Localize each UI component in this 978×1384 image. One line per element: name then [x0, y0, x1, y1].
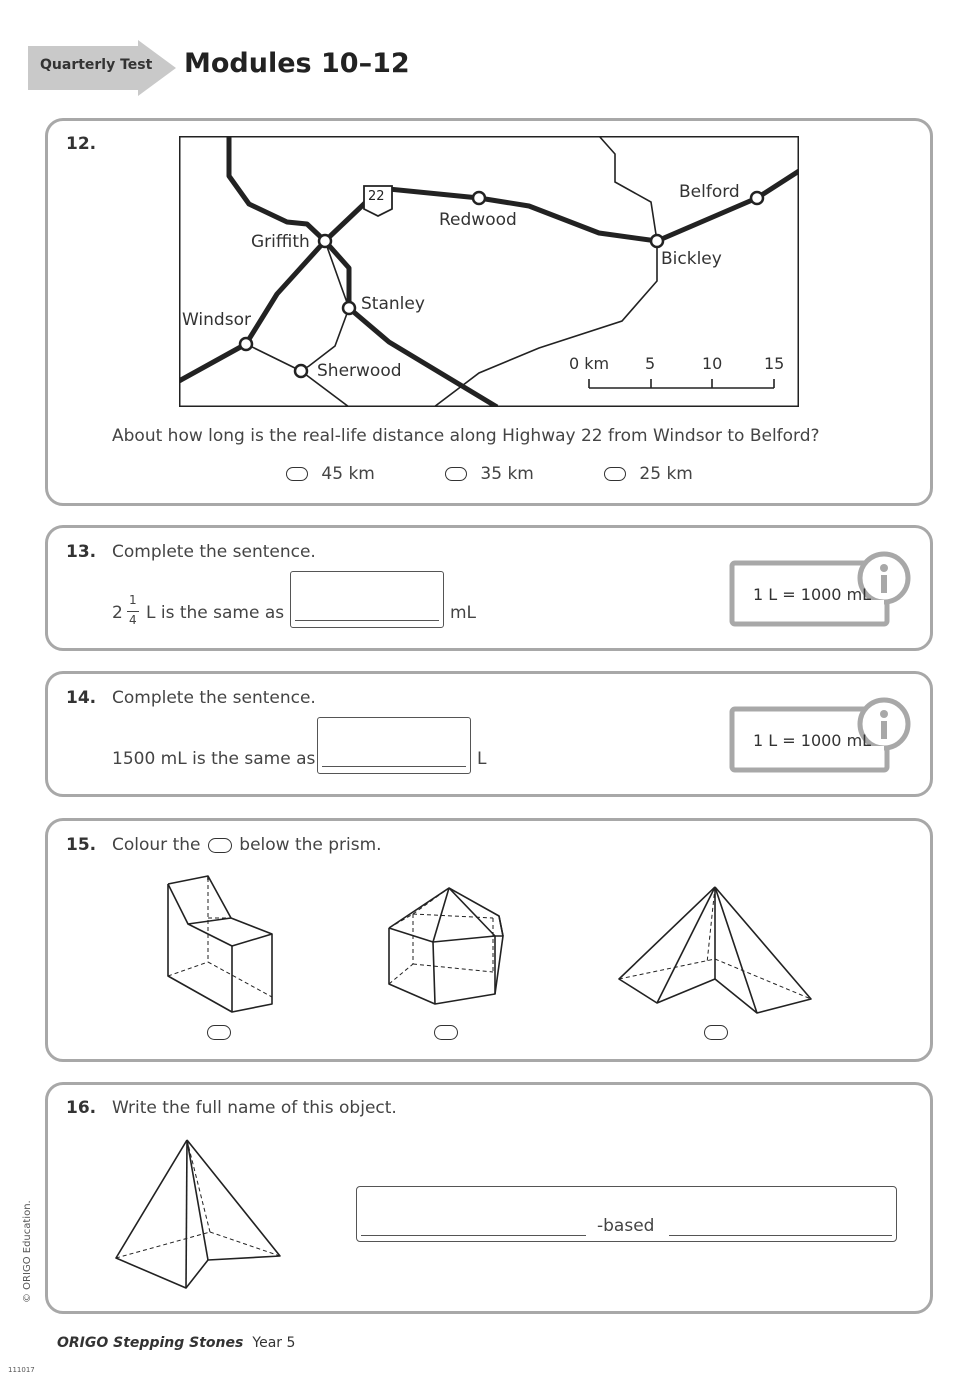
road-map: [179, 136, 799, 407]
answer-box[interactable]: [290, 571, 444, 628]
scale-label: 15: [764, 354, 785, 373]
numerator: 1: [129, 593, 137, 607]
option-label: 25 km: [639, 464, 693, 484]
answer-option-1[interactable]: [286, 464, 375, 484]
quarterly-test-tag: [28, 40, 178, 100]
unit-label: L: [477, 749, 487, 769]
question-number: 12.: [66, 134, 97, 154]
town-label: Griffith: [251, 232, 310, 252]
pyramid-shape: [615, 883, 815, 1015]
brand-name: ORIGO Stepping Stones: [57, 1335, 244, 1351]
town-label: Windsor: [182, 310, 251, 330]
town-label: Stanley: [361, 294, 425, 314]
info-icon: [880, 564, 888, 572]
instruction: Complete the sentence.: [112, 688, 316, 708]
option-label: 45 km: [321, 464, 375, 484]
instruction-end: below the prism.: [239, 835, 382, 855]
prism-shape: [383, 884, 507, 1010]
answer-line-right[interactable]: [669, 1235, 892, 1236]
highway-label: 22: [368, 189, 385, 204]
answer-box[interactable]: [317, 717, 471, 774]
answer-option-3[interactable]: [604, 464, 693, 484]
answer-line-left[interactable]: [361, 1235, 586, 1236]
prism-shape: [160, 872, 280, 1017]
info-text: 1 L = 1000 mL: [753, 585, 872, 604]
town-label: Belford: [679, 182, 740, 202]
bubble-icon: [208, 838, 232, 853]
info-icon: [880, 710, 888, 718]
year-level: Year 5: [252, 1335, 296, 1351]
answer-bubble[interactable]: [207, 1025, 231, 1040]
page-title: Modules 10–12: [184, 48, 410, 79]
footer-brand: [57, 1332, 295, 1351]
question-number: 15.: [66, 835, 97, 855]
denominator: 4: [129, 613, 137, 627]
info-callout: [729, 696, 914, 774]
sentence-text: L is the same as: [146, 603, 285, 623]
unit-label: mL: [450, 603, 477, 623]
product-code: 111017: [8, 1366, 35, 1374]
copyright-notice: © ORIGO Education.: [22, 1200, 33, 1303]
option-label: 35 km: [480, 464, 534, 484]
answer-bubble[interactable]: [434, 1025, 458, 1040]
town-label: Bickley: [661, 249, 722, 269]
question-text: About how long is the real-life distance along Highway 22 from Windsor to Belford?: [112, 426, 820, 446]
town-label: Sherwood: [317, 361, 402, 381]
instruction: [112, 835, 382, 855]
question-number: 13.: [66, 542, 97, 562]
sentence-text: 1500 mL is the same as: [112, 749, 316, 769]
scale-label: 0 km: [569, 354, 610, 373]
answer-box[interactable]: [356, 1186, 897, 1242]
scale-label: 10: [702, 354, 723, 373]
instruction-start: Colour the: [112, 835, 201, 855]
whole-number: 2: [112, 603, 123, 623]
answer-bubble[interactable]: [445, 467, 467, 481]
question-number: 14.: [66, 688, 97, 708]
fraction-bar: [127, 611, 139, 612]
answer-bubble[interactable]: [286, 467, 308, 481]
pyramid-shape: [112, 1136, 288, 1290]
instruction: Complete the sentence.: [112, 542, 316, 562]
answer-option-2[interactable]: [445, 464, 534, 484]
instruction: Write the full name of this object.: [112, 1098, 397, 1118]
tag-label: Quarterly Test: [40, 57, 153, 73]
info-text: 1 L = 1000 mL: [753, 731, 872, 750]
info-callout: [729, 550, 914, 628]
answer-bubble[interactable]: [704, 1025, 728, 1040]
answer-bubble[interactable]: [604, 467, 626, 481]
question-number: 16.: [66, 1098, 97, 1118]
town-label: Redwood: [439, 210, 517, 230]
answer-middle-text: -based: [597, 1216, 655, 1236]
scale-label: 5: [645, 354, 656, 373]
